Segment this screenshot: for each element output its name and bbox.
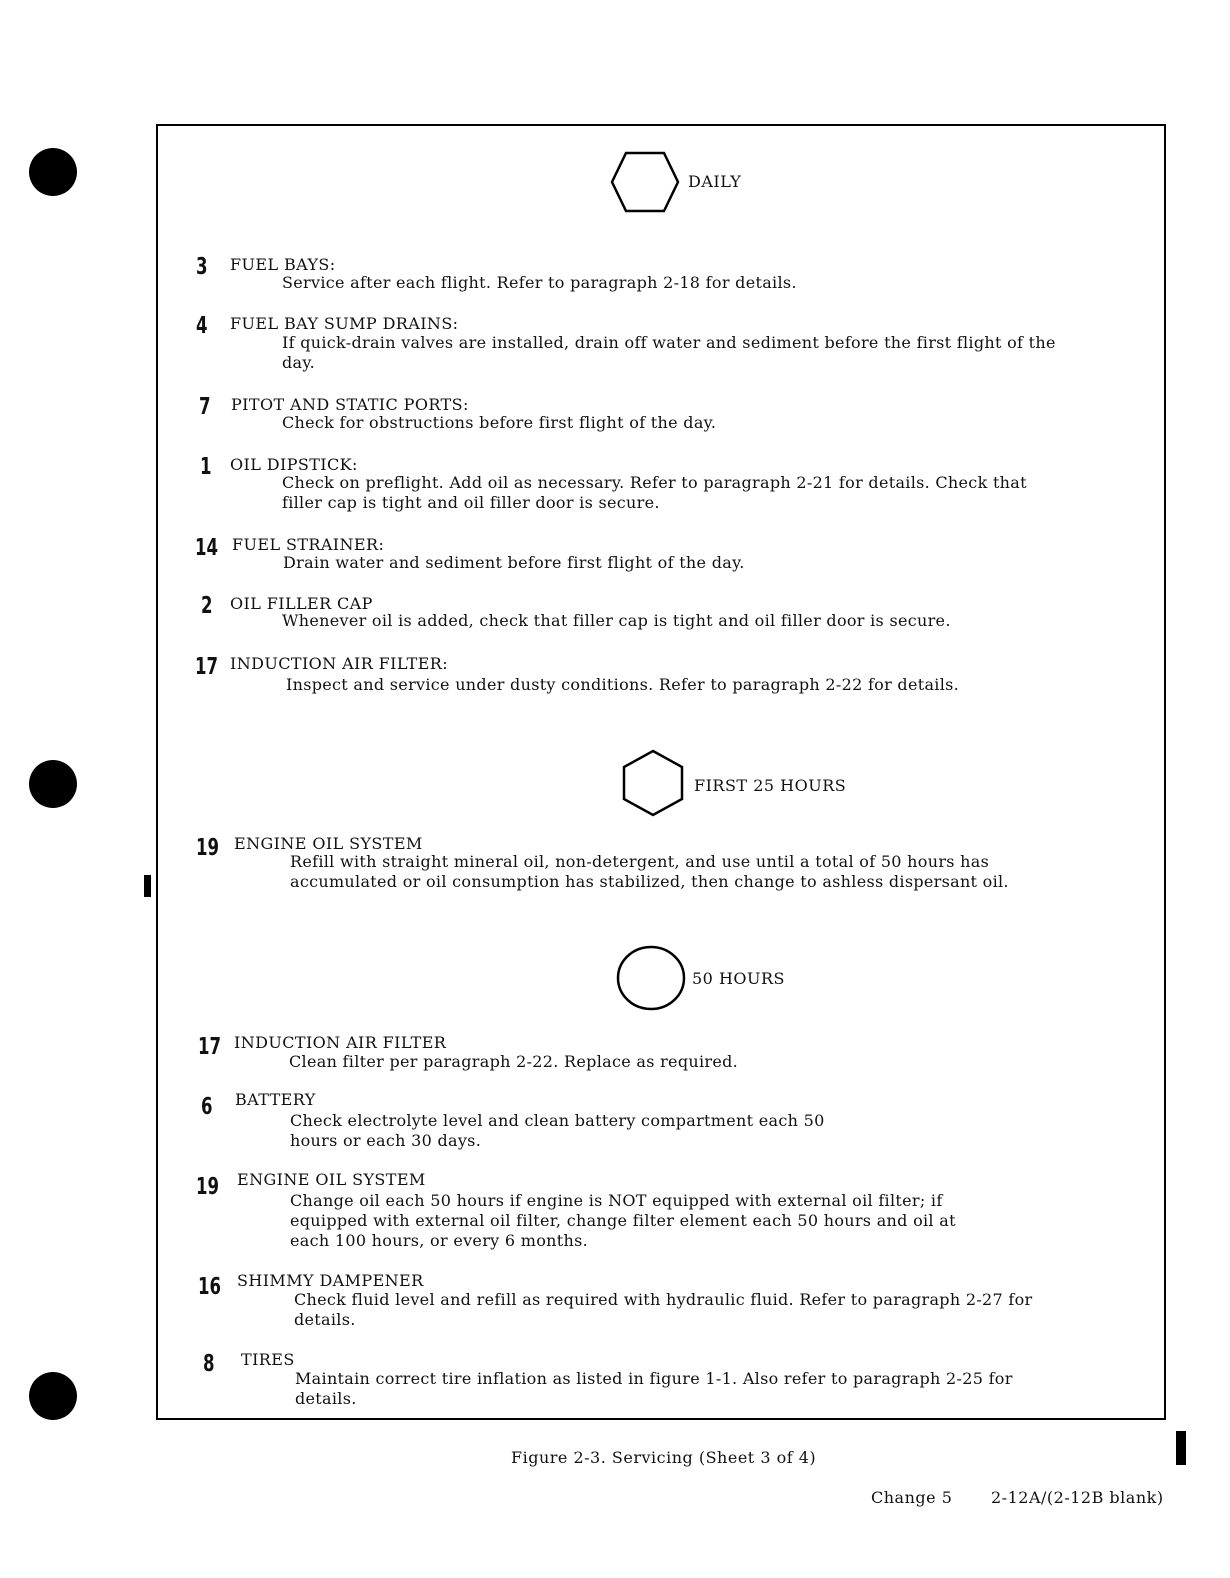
item-description: Refill with straight mineral oil, non-detergent, and use until a total of 50 hours has accumulated or oil consumption has stabilized, then change to ashless dispersant oil. — [290, 852, 1009, 891]
item-description: Maintain correct tire inflation as listed in figure 1-1. Also refer to paragraph 2-25 for details. — [295, 1369, 1013, 1408]
item-description: If quick-drain valves are installed, drain off water and sediment before the first flight of the day. — [282, 333, 1056, 372]
hexagon-elongated-icon — [609, 150, 681, 214]
change-bar-left — [144, 875, 151, 897]
item-title: TIRES — [241, 1350, 295, 1369]
binder-hole-bottom — [29, 1372, 77, 1420]
item-title: INDUCTION AIR FILTER: — [230, 654, 449, 673]
daily-label: DAILY — [688, 172, 742, 191]
item-title: OIL FILLER CAP — [230, 594, 373, 613]
item-number: 8 — [203, 1351, 215, 1377]
item-description: Drain water and sediment before first flight of the day. — [283, 553, 745, 572]
hexagon-icon — [620, 748, 686, 818]
item-title: ENGINE OIL SYSTEM — [234, 834, 423, 853]
circle-icon — [615, 944, 687, 1012]
item-number: 2 — [201, 593, 213, 619]
item-title: ENGINE OIL SYSTEM — [237, 1170, 426, 1189]
item-description: Whenever oil is added, check that filler cap is tight and oil filler door is secure. — [282, 611, 951, 630]
item-description: Inspect and service under dusty conditions. Refer to paragraph 2-22 for details. — [286, 675, 960, 694]
binder-hole-top — [29, 148, 77, 196]
item-number: 16 — [198, 1274, 222, 1300]
item-title: FUEL STRAINER: — [232, 535, 385, 554]
item-number: 4 — [196, 313, 208, 339]
item-description: Service after each flight. Refer to paragraph 2-18 for details. — [282, 273, 797, 292]
item-title: BATTERY — [235, 1090, 316, 1109]
item-title: FUEL BAY SUMP DRAINS: — [230, 314, 459, 333]
item-number: 19 — [196, 1174, 220, 1200]
figure-caption: Figure 2-3. Servicing (Sheet 3 of 4) — [511, 1448, 817, 1467]
item-description: Check electrolyte level and clean battery compartment each 50 hours or each 30 days. — [290, 1111, 825, 1150]
item-number: 3 — [196, 254, 208, 280]
change-number: Change 5 — [871, 1488, 953, 1507]
item-number: 6 — [201, 1094, 213, 1120]
item-number: 7 — [199, 394, 211, 420]
page-number: 2-12A/(2-12B blank) — [991, 1488, 1164, 1507]
item-number: 1 — [200, 454, 212, 480]
item-number: 17 — [195, 654, 219, 680]
item-number: 14 — [195, 535, 219, 561]
item-description: Check on preflight. Add oil as necessary. Refer to paragraph 2-21 for details. Check that filler cap is tight and oil filler door is secure. — [282, 473, 1027, 512]
fifty-hours-label: 50 HOURS — [692, 969, 786, 988]
item-description: Check fluid level and refill as required with hydraulic fluid. Refer to paragraph 2-27 for details. — [294, 1290, 1033, 1329]
item-number: 17 — [198, 1034, 222, 1060]
item-description: Check for obstructions before first flight of the day. — [282, 413, 717, 432]
first-25-hours-label: FIRST 25 HOURS — [694, 776, 847, 795]
item-title: INDUCTION AIR FILTER — [234, 1033, 447, 1052]
binder-hole-middle — [29, 760, 77, 808]
change-bar-right — [1176, 1431, 1186, 1465]
item-number: 19 — [196, 835, 220, 861]
item-title: OIL DIPSTICK: — [230, 455, 358, 474]
item-title: FUEL BAYS: — [230, 255, 336, 274]
item-description: Clean filter per paragraph 2-22. Replace as required. — [289, 1052, 739, 1071]
item-title: PITOT AND STATIC PORTS: — [231, 395, 469, 414]
item-description: Change oil each 50 hours if engine is NOT equipped with external oil filter; if equipped with external oil filter, change filter element each 50 hours and oil at each 100 hours, or every 6 months. — [290, 1191, 956, 1250]
item-title: SHIMMY DAMPENER — [237, 1271, 424, 1290]
